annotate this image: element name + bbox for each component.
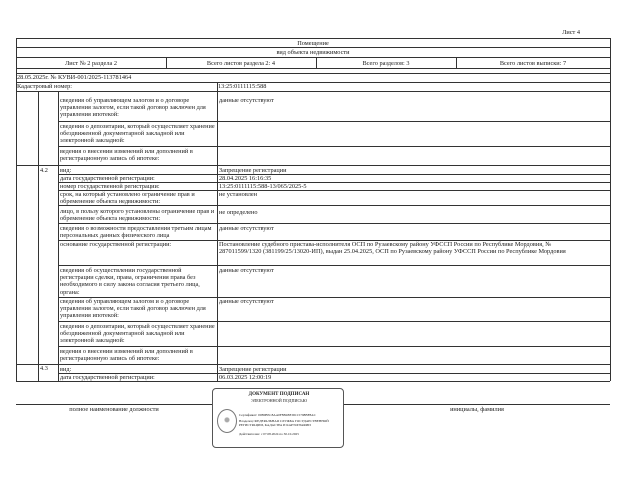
e42-reg-number-value: 13:25:0111115:588-13/065/2025-5: [219, 183, 307, 190]
total-sections: Всего разделов: 3: [362, 60, 410, 67]
e42-changes-label: ведения о внесении изменений или дополнений в регистрационную запись об ипотеке:: [60, 348, 193, 363]
e42-basis-value: Постановление судебного пристава-исполнителя ОСП по Рузаевскому району УФССП России по Республике Мордовия, № 287011599/1320 (381199/25/13020-ИП), выдан 25.04.2025, ОСП по Рузаевскому району УФССП России по Республике Мордовия: [219, 241, 566, 256]
cadastral-number: 13:25:0111115:588: [218, 83, 267, 90]
position-caption: полное наименование должности: [69, 406, 159, 413]
e43-reg-date-label: дата государственной регистрации:: [60, 374, 155, 381]
stamp-owner: Владелец: ФЕДЕРАЛЬНАЯ СЛУЖБА ГОСУДАРСТВЕННОЙ РЕГИСТРАЦИИ, КАДАСТРА И КАРТОГРАФИИ: [239, 419, 329, 428]
e42-personal-data-value: данные отсутствуют: [219, 225, 274, 232]
e42-depositary-label: сведения о депозитарии, который осуществляет хранение обездвиженной документарной закладной или электронной закладной:: [60, 323, 215, 345]
stamp-validity: Действителен: с 07.08.2024 по 30.10.2025: [239, 432, 299, 436]
object-type: вид объекта недвижимости: [276, 49, 350, 56]
extract-date-number: 28.05.2025г. № КУВИ-001/2025-113781464: [17, 74, 132, 81]
top-row-1-label: сведения об управляющем залогом и о договоре управления залогом, если такой договор заключен для управления ипотекой:: [60, 97, 206, 119]
top-row-3-label: ведения о внесении изменений или дополнений в регистрационную запись об ипотеке:: [60, 148, 193, 163]
sheet-number: Лист 4: [562, 29, 580, 36]
top-row-2-label: сведения о депозитарии, который осуществляет хранение обездвиженной документарной закладной или электронной закладной:: [60, 123, 215, 145]
e42-pledge-manager-label: сведения об управляющем залогом и о договоре управления залогом, если такой договор заключен для управления ипотекой:: [60, 298, 206, 320]
e42-type-value: Запрещение регистрации: [219, 167, 287, 174]
e42-personal-data-label: сведения о возможности предоставления третьим лицам персональных данных физического лица: [60, 225, 212, 240]
e43-reg-date-value: 06.03.2025 12:00:19: [219, 374, 272, 381]
e42-reg-date-label: дата государственной регистрации:: [60, 175, 155, 182]
top-row-1-value: данные отсутствуют: [219, 97, 274, 104]
e42-consent-label: сведения об осуществлении государственной регистрации сделки, права, ограничения права без необходимого в силу закона согласия третьего лица, органа:: [60, 267, 200, 296]
stamp-subtitle: ЭЛЕКТРОННОЙ ПОДПИСЬЮ: [250, 398, 308, 403]
entry-number-4-2: 4.2: [40, 167, 48, 174]
stamp-certificate: Сертификат: 00B0B5C8AA0F8B4E839C15798BF8AC: [239, 413, 316, 417]
e42-consent-value: данные отсутствуют: [219, 267, 274, 274]
e43-type-label: вид:: [60, 366, 72, 373]
electronic-signature-stamp: [212, 388, 344, 448]
coat-of-arms-icon: [217, 409, 237, 433]
initials-caption: инициалы, фамилия: [450, 406, 504, 413]
e42-reg-date-value: 28.04.2025 16:16:35: [219, 175, 272, 182]
e42-beneficiary-value: не определено: [219, 209, 258, 216]
total-sheets-extract: Всего листов выписки: 7: [499, 60, 567, 67]
e42-type-label: вид:: [60, 167, 72, 174]
cadastral-label: Кадастровый номер:: [17, 83, 73, 90]
stamp-title: ДОКУМЕНТ ПОДПИСАН: [248, 392, 310, 397]
e42-basis-label: основание государственной регистрации:: [60, 241, 172, 248]
section-sheet: Лист № 2 раздела 2: [64, 60, 118, 67]
e42-beneficiary-label: лицо, в пользу которого установлены ограничение прав и обременение объекта недвижимости:: [60, 208, 215, 223]
e42-term-label: срок, на который установлено ограничение прав и обременение объекта недвижимости:: [60, 191, 195, 205]
e43-type-value: Запрещение регистрации: [219, 366, 287, 373]
e42-term-value: не установлен: [219, 191, 258, 198]
object-name: Помещение: [297, 40, 329, 47]
e42-reg-number-label: номер государственной регистрации:: [60, 183, 160, 190]
entry-number-4-3: 4.3: [40, 365, 48, 372]
total-sheets-section: Всего листов раздела 2: 4: [206, 60, 276, 67]
e42-pledge-manager-value: данные отсутствуют: [219, 298, 274, 305]
